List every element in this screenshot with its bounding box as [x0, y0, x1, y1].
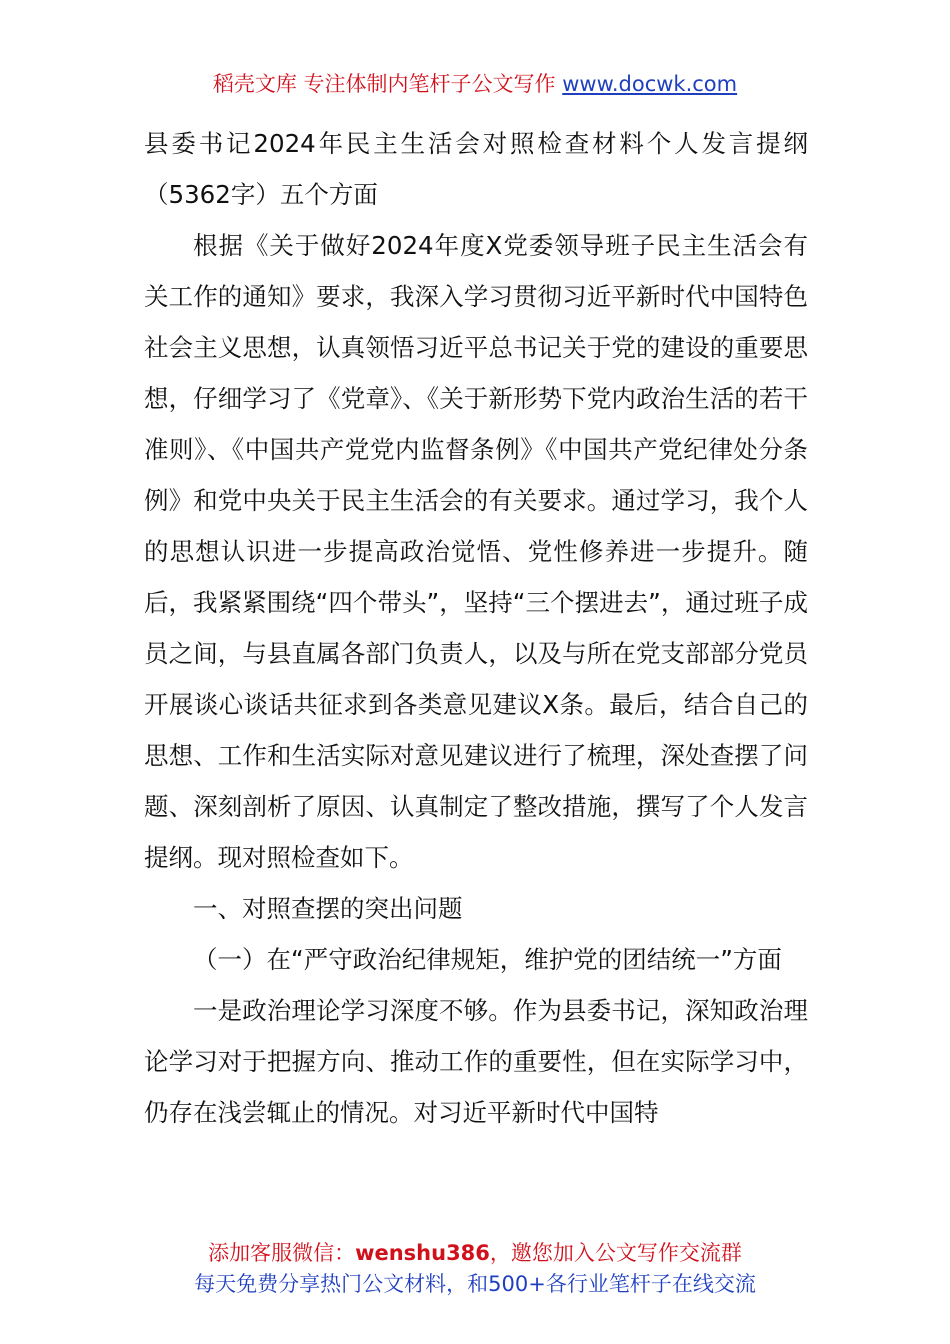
footer-contact-line — [0, 1238, 950, 1269]
wechat-id: wenshu386 — [355, 1241, 490, 1265]
site-brand: 稻壳文库 专注体制内笔杆子公文写作 — [212, 72, 556, 96]
page-footer — [0, 1238, 950, 1300]
body-paragraph: 一是政治理论学习深度不够。作为县委书记，深知政治理论学习对于把握方向、推动工作的重要性，但在实际学习中，仍存在浅尝辄止的情况。对习近平新时代中国特 — [144, 996, 808, 1127]
subsection-heading: （一）在“严守政治纪律规矩，维护党的团结统一”方面 — [193, 945, 782, 974]
document-title: 县委书记2024年民主生活会对照检查材料个人发言提纲（5362字）五个方面 — [144, 129, 808, 209]
footer-contact-suffix: ，邀您加入公文写作交流群 — [489, 1241, 742, 1265]
site-link[interactable]: www.docwk.com — [562, 72, 738, 96]
document-body — [144, 118, 808, 1138]
footer-contact-prefix: 添加客服微信： — [208, 1241, 356, 1265]
intro-paragraph: 根据《关于做好2024年度X党委领导班子民主生活会有关工作的通知》要求，我深入学习贯彻习近平新时代中国特色社会主义思想，认真领悟习近平总书记关于党的建设的重要思想，仔细学习了《党章》、《关于新形势下党内政治生活的若干准则》、《中国共产党党内监督条例》《中国共产党纪律处分条例》和党中央关于民主生活会的有关要求。通过学习，我个人的思想认识进一步提高政治觉悟、党性修养进一步提升。随后，我紧紧围绕“四个带头”，坚持“三个摆进去”，通过班子成员之间，与县直属各部门负责人，以及与所在党支部部分党员开展谈心谈话共征求到各类意见建议X条。最后，结合自己的思想、工作和生活实际对意见建议进行了梳理，深处查摆了问题、深刻剖析了原因、认真制定了整改措施，撰写了个人发言提纲。现对照检查如下。 — [144, 231, 808, 872]
page-header — [0, 68, 950, 100]
section-heading: 一、对照查摆的突出问题 — [193, 894, 463, 923]
footer-promo-line: 每天免费分享热门公文材料，和500+各行业笔杆子在线交流 — [194, 1272, 756, 1296]
